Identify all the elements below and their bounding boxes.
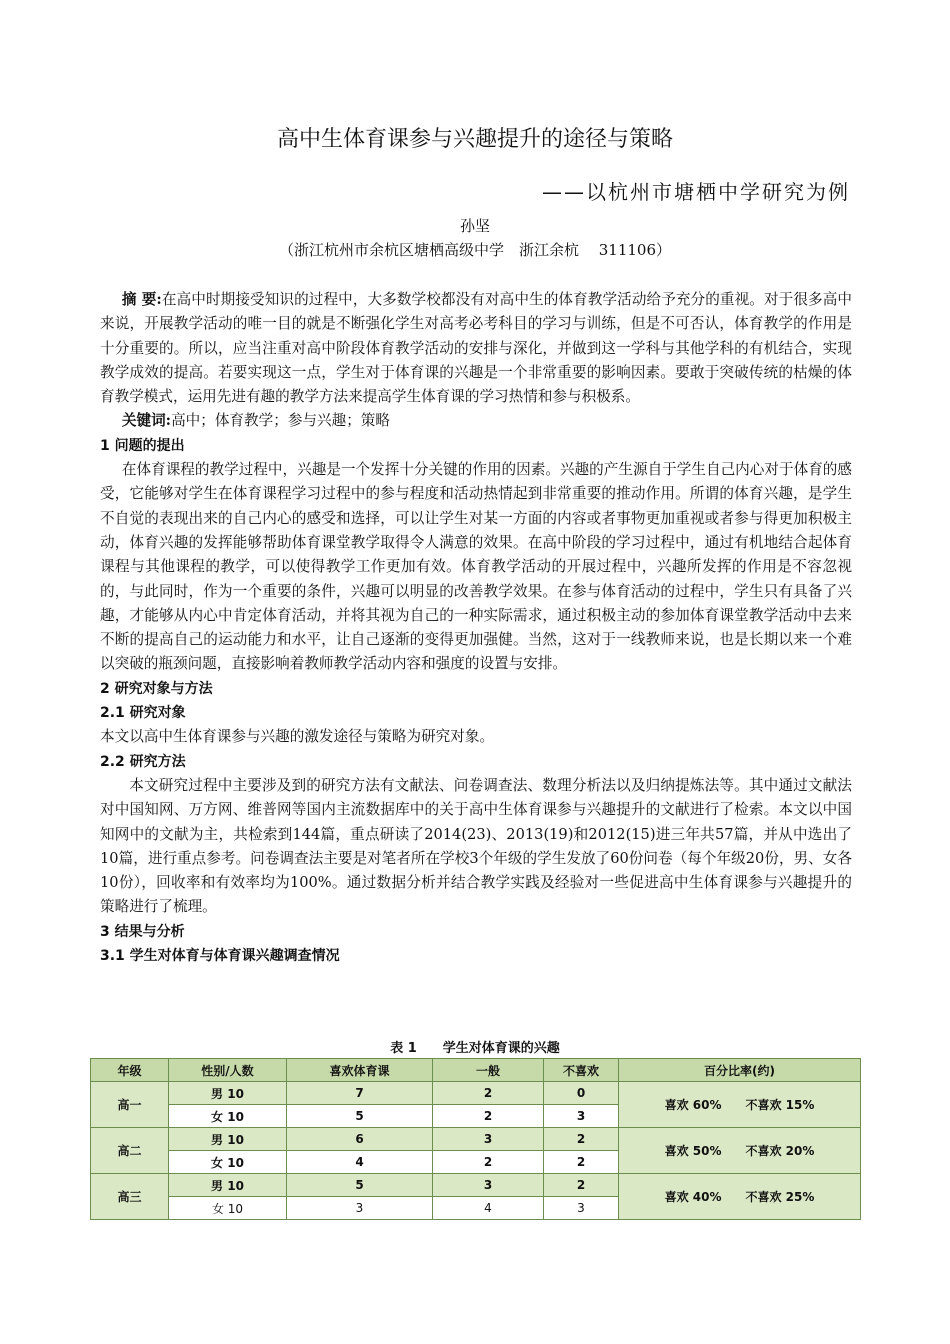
neutral-cell: 3 — [433, 1128, 544, 1151]
gender-cell: 女 10 — [169, 1105, 287, 1128]
keywords — [100, 409, 852, 433]
author-name: 孙坚 — [459, 217, 490, 235]
keywords-label: 关键词: — [121, 412, 172, 430]
paper-title: 高中生体育课参与兴趣提升的途径与策略 — [276, 127, 673, 152]
percent-cell: 喜欢 50% 不喜欢 20% — [619, 1128, 861, 1174]
section-heading-2-1: 2.1 研究对象 — [100, 705, 186, 722]
gender-cell: 女 10 — [169, 1197, 287, 1220]
gender-cell: 男 10 — [169, 1082, 287, 1105]
gender-cell: 男 10 — [169, 1128, 287, 1151]
grade-cell: 高一 — [91, 1082, 169, 1128]
dislike-cell: 2 — [544, 1128, 619, 1151]
section-heading-2: 2 研究对象与方法 — [100, 680, 213, 697]
dislike-cell: 2 — [544, 1174, 619, 1197]
col-header-neutral: 一般 — [433, 1059, 544, 1082]
like-cell: 5 — [287, 1174, 433, 1197]
dislike-cell: 3 — [544, 1105, 619, 1128]
like-cell: 5 — [287, 1105, 433, 1128]
table-row — [91, 1082, 861, 1105]
percent-cell: 喜欢 60% 不喜欢 15% — [619, 1082, 861, 1128]
col-header-percent: 百分比率(约) — [619, 1059, 861, 1082]
neutral-cell: 2 — [433, 1151, 544, 1174]
abstract — [100, 288, 852, 409]
table-caption: 表 1 学生对体育课的兴趣 — [390, 1041, 560, 1056]
like-cell: 7 — [287, 1082, 433, 1105]
grade-cell: 高三 — [91, 1174, 169, 1220]
neutral-cell: 2 — [433, 1082, 544, 1105]
paper-body — [100, 288, 852, 968]
dislike-cell: 2 — [544, 1151, 619, 1174]
neutral-cell: 2 — [433, 1105, 544, 1128]
like-cell: 6 — [287, 1128, 433, 1151]
section-heading-1: 1 问题的提出 — [100, 437, 185, 454]
abstract-text: 在高中时期接受知识的过程中，大多数学校都没有对高中生的体育教学活动给予充分的重视。对于很多高中来说，开展教学活动的唯一目的就是不断强化学生对高考必考科目的学习与训练，但是不可否认，体育教学的作用是十分重要的。所以，应当注重对高中阶段体育教学活动的安排与深化，并做到这一学科与其他学科的有机结合，实现教学成效的提高。若要实现这一点，学生对于体育课的兴趣是一个非常重要的影响因素。要敢于突破传统的枯燥的体育教学模式，运用先进有趣的教学方法来提高学生体育课的学习热情和参与积极系。 — [100, 291, 852, 406]
col-header-like: 喜欢体育课 — [287, 1059, 433, 1082]
col-header-grade: 年级 — [91, 1059, 169, 1082]
col-header-gender: 性别/人数 — [169, 1059, 287, 1082]
col-header-dislike: 不喜欢 — [544, 1059, 619, 1082]
grade-cell: 高二 — [91, 1128, 169, 1174]
dislike-cell: 3 — [544, 1197, 619, 1220]
section-2-2-text: 本文研究过程中主要涉及到的研究方法有文献法、问卷调查法、数理分析法以及归纳提炼法等。其中通过文献法对中国知网、万方网、维普网等国内主流数据库中的关于高中生体育课参与兴趣提升的文献进行了检索。本文以中国知网中的文献为主，共检索到144篇，重点研读了2014(23)、2013(19)和2012(15)进三年共57篇，并从中选出了10篇，进行重点参考。问卷调查法主要是对笔者所在学校3个年级的学生发放了60份问卷（每个年级20份，男、女各10份），回收率和有效率均为100%。通过数据分析并结合教学实践及经验对一些促进高中生体育课参与兴趣提升的策略进行了梳理。 — [100, 776, 852, 916]
interest-table — [90, 1058, 861, 1220]
author-affiliation: （浙江杭州市余杭区塘栖高级中学 浙江余杭 311106） — [278, 241, 672, 259]
neutral-cell: 3 — [433, 1174, 544, 1197]
section-2-1-text: 本文以高中生体育课参与兴趣的激发途径与策略为研究对象。 — [100, 728, 495, 746]
table-row — [91, 1128, 861, 1151]
percent-cell: 喜欢 40% 不喜欢 25% — [619, 1174, 861, 1220]
gender-cell: 女 10 — [169, 1151, 287, 1174]
paper-subtitle: ——以杭州市塘栖中学研究为例 — [542, 180, 850, 204]
section-heading-3-1: 3.1 学生对体育与体育课兴趣调查情况 — [100, 948, 340, 965]
abstract-label: 摘 要: — [121, 291, 162, 308]
table-header-row — [91, 1059, 861, 1082]
like-cell: 4 — [287, 1151, 433, 1174]
like-cell: 3 — [287, 1197, 433, 1220]
keywords-text: 高中；体育教学；参与兴趣；策略 — [171, 412, 390, 430]
table-row — [91, 1174, 861, 1197]
dislike-cell: 0 — [544, 1082, 619, 1105]
section-heading-3: 3 结果与分析 — [100, 923, 185, 940]
neutral-cell: 4 — [433, 1197, 544, 1220]
section-1-text: 在体育课程的教学过程中，兴趣是一个发挥十分关键的作用的因素。兴趣的产生源自于学生自己内心对于体育的感受，它能够对学生在体育课程学习过程中的参与程度和活动热情起到非常重要的推动作用。所谓的体育兴趣，是学生不自觉的表现出来的自己内心的感受和选择，可以让学生对某一方面的内容或者事物更加重视或者参与得更加积极主动，体育兴趣的发挥能够帮助体育课堂教学取得令人满意的效果。在高中阶段的学习过程中，通过有机地结合起体育课程与其他课程的教学，可以使得教学工作更加有效。体育教学活动的开展过程中，兴趣所发挥的作用是不容忽视的，与此同时，作为一个重要的条件，兴趣可以明显的改善教学效果。在参与体育活动的过程中，学生只有具备了兴趣，才能够从内心中肯定体育活动，并将其视为自己的一种实际需求，通过积极主动的参加体育课堂教学活动中去来不断的提高自己的运动能力和水平，让自己逐渐的变得更加强健。当然，这对于一线教师来说，也是长期以来一个难以突破的瓶颈问题，直接影响着教师教学活动内容和强度的设置与安排。 — [100, 461, 852, 673]
gender-cell: 男 10 — [169, 1174, 287, 1197]
section-heading-2-2: 2.2 研究方法 — [100, 753, 186, 770]
